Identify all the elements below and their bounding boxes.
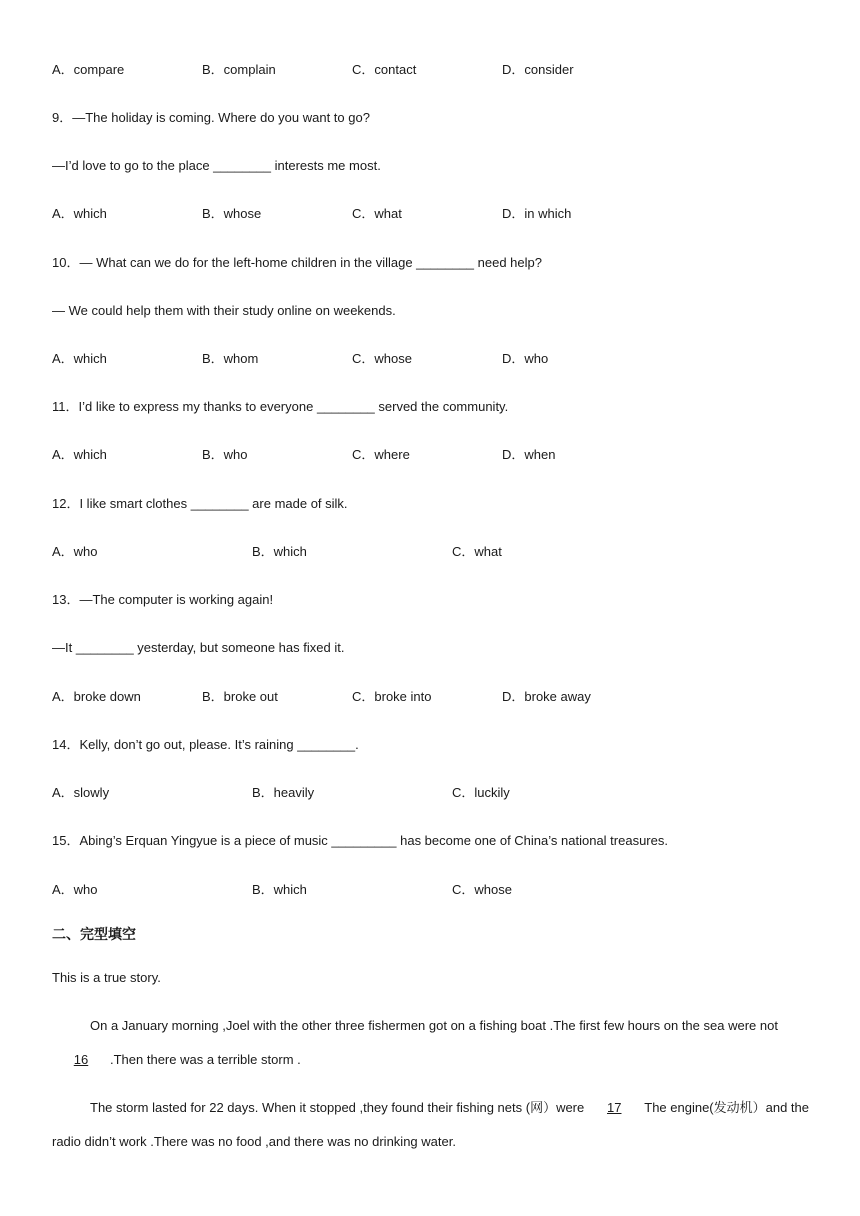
q8-option-a[interactable]: A．compare	[52, 62, 125, 77]
q12-option-a[interactable]: A．who	[52, 544, 98, 559]
cloze-intro: This is a true story.	[52, 970, 161, 985]
q10-option-b[interactable]: B．whom	[202, 351, 259, 366]
cloze-paragraph-2	[52, 1091, 812, 1159]
cloze-p2-text-1: The storm lasted for 22 days. When it stopped ,they found their fishing nets (网）were	[90, 1100, 585, 1115]
q13-option-b[interactable]: B．broke out	[202, 689, 278, 704]
q10-option-c[interactable]: C．whose	[352, 351, 412, 366]
q11-option-c[interactable]: C．where	[352, 447, 410, 462]
q9-option-c[interactable]: C．what	[352, 206, 402, 221]
q8-option-b[interactable]: B．complain	[202, 62, 276, 77]
cloze-blank-17[interactable]: 17	[607, 1100, 622, 1115]
q9-reply: —I’d love to go to the place ________ interests me most.	[52, 158, 381, 173]
q10-reply: — We could help them with their study online on weekends.	[52, 303, 396, 318]
q14-option-c[interactable]: C．luckily	[452, 785, 510, 800]
q11-option-a[interactable]: A．which	[52, 447, 107, 462]
q11-option-d[interactable]: D．when	[502, 447, 556, 462]
q9-stem: 9．—The holiday is coming. Where do you want to go?	[52, 110, 370, 125]
q13-option-a[interactable]: A．broke down	[52, 689, 141, 704]
q8-option-c[interactable]: C．contact	[352, 62, 417, 77]
q14-option-a[interactable]: A．slowly	[52, 785, 110, 800]
q15-stem: 15．Abing’s Erquan Yingyue is a piece of music _________ has become one of China’s national treasures.	[52, 833, 668, 848]
cloze-blank-16[interactable]: 16	[73, 1052, 89, 1067]
q14-stem: 14．Kelly, don’t go out, please. It’s raining ________.	[52, 737, 359, 752]
q11-stem: 11．I’d like to express my thanks to everyone ________ served the community.	[52, 399, 509, 414]
q9-option-a[interactable]: A．which	[52, 206, 107, 221]
q10-option-d[interactable]: D．who	[502, 351, 549, 366]
q13-option-c[interactable]: C．broke into	[352, 689, 432, 704]
q8-option-d[interactable]: D．consider	[502, 62, 574, 77]
q13-stem: 13．—The computer is working again!	[52, 592, 274, 607]
q14-option-b[interactable]: B．heavily	[252, 785, 315, 800]
q11-option-b[interactable]: B．who	[202, 447, 248, 462]
q12-option-b[interactable]: B．which	[252, 544, 307, 559]
cloze-p1-text-1: On a January morning ,Joel with the other three fishermen got on a fishing boat .The first few hours on the sea were not	[90, 1018, 778, 1033]
section-heading: 二、完型填空	[52, 926, 136, 942]
cloze-p1-text-2: .Then there was a terrible storm .	[110, 1052, 301, 1067]
q15-option-b[interactable]: B．which	[252, 882, 307, 897]
q13-reply: —It ________ yesterday, but someone has fixed it.	[52, 640, 345, 655]
cloze-p2-text-2: The engine(发动机）and the radio didn’t work .There was no food ,and there was no drinking water.	[52, 1100, 810, 1149]
q12-option-c[interactable]: C．what	[452, 544, 502, 559]
q9-option-d[interactable]: D．in which	[502, 206, 572, 221]
q10-option-a[interactable]: A．which	[52, 351, 107, 366]
cloze-paragraph-1	[52, 1009, 812, 1077]
q10-stem: 10．— What can we do for the left-home children in the village ________ need help?	[52, 255, 542, 270]
q13-option-d[interactable]: D．broke away	[502, 689, 591, 704]
q15-option-c[interactable]: C．whose	[452, 882, 512, 897]
q12-stem: 12．I like smart clothes ________ are made of silk.	[52, 496, 348, 511]
q9-option-b[interactable]: B．whose	[202, 206, 262, 221]
q15-option-a[interactable]: A．who	[52, 882, 98, 897]
